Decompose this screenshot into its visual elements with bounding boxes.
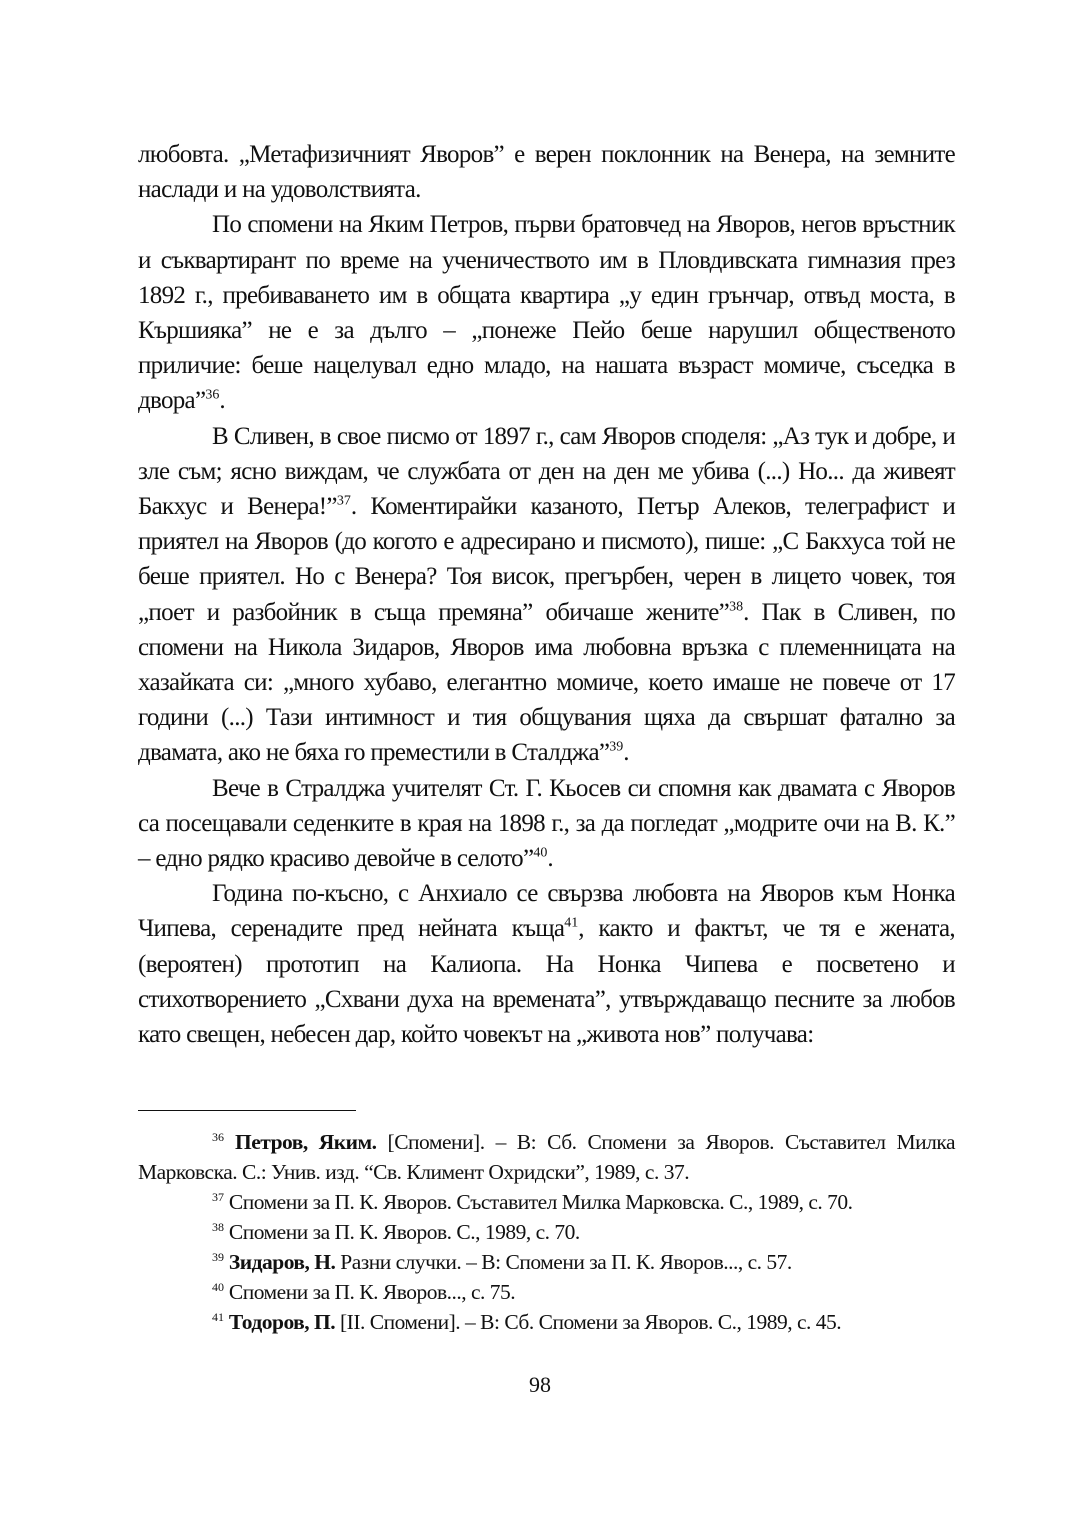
footnote-author: Тодоров, П. [228,1310,336,1334]
text-segment: . [547,845,553,873]
footnote-ref: 40 [533,845,548,861]
footnote-ref: 36 [205,388,220,404]
text-segment: . Коментирайки казаното, Петър Алеков, телеграфист и приятел на Яворов (до когото е адресирано и писмото), пише: „С Бакхуса той не беше приятел. Но с Венера? Тоя висок, прегърбен, черен в лицето човек, тоя „поет и разбойник в съща премяна” обичаше жените” [138,493,956,626]
paragraph [138,771,955,877]
footnote-ref: 39 [609,740,624,756]
footnote-number: 37 [212,1189,224,1204]
text-segment: Година по-късно, с Анхиало се свързва любовта на Яворов към Нонка Чипева, серенадите пред нейната къща [138,880,955,943]
text-segment: . [623,739,629,767]
footnote-text: [Спомени]. – В: Сб. Спомени за Яворов. Съставител Милка Марковска. С.: Унив. изд. “Св. Климент Охридски”, 1989, с. 37. [138,1130,956,1184]
footnote-text: [II. Спомени]. – В: Сб. Спомени за Яворов. С., 1989, с. 45. [335,1310,842,1334]
footnote-text: Спомени за П. К. Яворов. С., 1989, с. 70. [228,1220,580,1244]
footnote [138,1307,955,1337]
footnote [138,1247,955,1277]
paragraph [138,207,955,418]
footnote-text: Спомени за П. К. Яворов. Съставител Милка Марковска. С., 1989, с. 70. [228,1190,853,1214]
footnote-author: Зидаров, Н. [228,1250,336,1274]
footnote-text: Разни случки. – В: Спомени за П. К. Яворов..., с. 57. [335,1250,792,1274]
paragraph [138,419,955,771]
footnote [138,1127,955,1187]
footnote-ref: 37 [336,493,351,509]
page-number: 98 [529,1372,551,1397]
footnote-number: 39 [212,1249,224,1264]
footnote-number: 38 [212,1219,224,1234]
footnote-ref: 41 [564,916,579,932]
text-segment: . Пак в Сливен, по спомени на Никола Зидаров, Яворов има любовна връзка с племенницата на хазайката си: „много хубаво, елегантно момиче, което имаше не повече от 17 години (...) Тази интимност и тия общувания щяха да свършат фатално за двамата, ако не бяха го преместили в Сталджа” [138,598,955,767]
footnote-author: Петров, Яким. [235,1130,377,1154]
footnotes [138,1127,955,1337]
text-segment: . [219,387,225,415]
text-segment: По спомени на Яким Петров, първи братовчед на Яворов, негов връстник и съквартирант по време на ученичеството им в Пловдивската гимназия през 1892 г., пребиваването им в общата квартира „у един грънчар, отвъд моста, в Кършияка” не е за дълго – „понеже Пейо беше нарушил общественото приличие: беше нацелувал едно младо, на нашата възраст момиче, съседка в двора” [138,211,955,415]
footnote-number: 41 [212,1309,224,1324]
text-segment: В Сливен, в свое писмо от 1897 г., сам Яворов споделя: „Аз тук и добре, и зле съм; ясно виждам, че службата от ден на ден ме убива (...) Но... да живеят Бакхус и Венера!” [138,422,955,521]
footnote-separator [138,1110,356,1111]
paragraph [138,876,955,1052]
footnote-text: Спомени за П. К. Яворов..., с. 75. [228,1280,516,1304]
footnote [138,1277,955,1307]
footnote-ref: 38 [729,599,744,615]
footnote-number: 36 [212,1129,224,1144]
footnote [138,1217,955,1247]
text-segment: , както и фактът, че тя е жената, (вероятен) прототип на Калиопа. На Нонка Чипева е посветено и стихотворението „Схвани духа на времената”, утвърждаващо песните за любов като свещен, небесен дар, който човекът на „живота нов” получава: [138,915,955,1049]
paragraph [138,137,955,207]
text-segment: любовта. „Метафизичният Яворов” е верен поклонник на Венера, на земните наслади и на удоволствията. [138,141,955,204]
footnote [138,1187,955,1217]
text-segment: Вече в Стралджа учителят Ст. Г. Кьосев си спомня как двамата с Яворов са посещавали седенките в края на 1898 г., за да погледат „модрите очи на В. К.” – едно рядко красиво девойче в селото” [138,774,955,873]
footnote-number: 40 [212,1279,224,1294]
body-text [138,137,955,1052]
